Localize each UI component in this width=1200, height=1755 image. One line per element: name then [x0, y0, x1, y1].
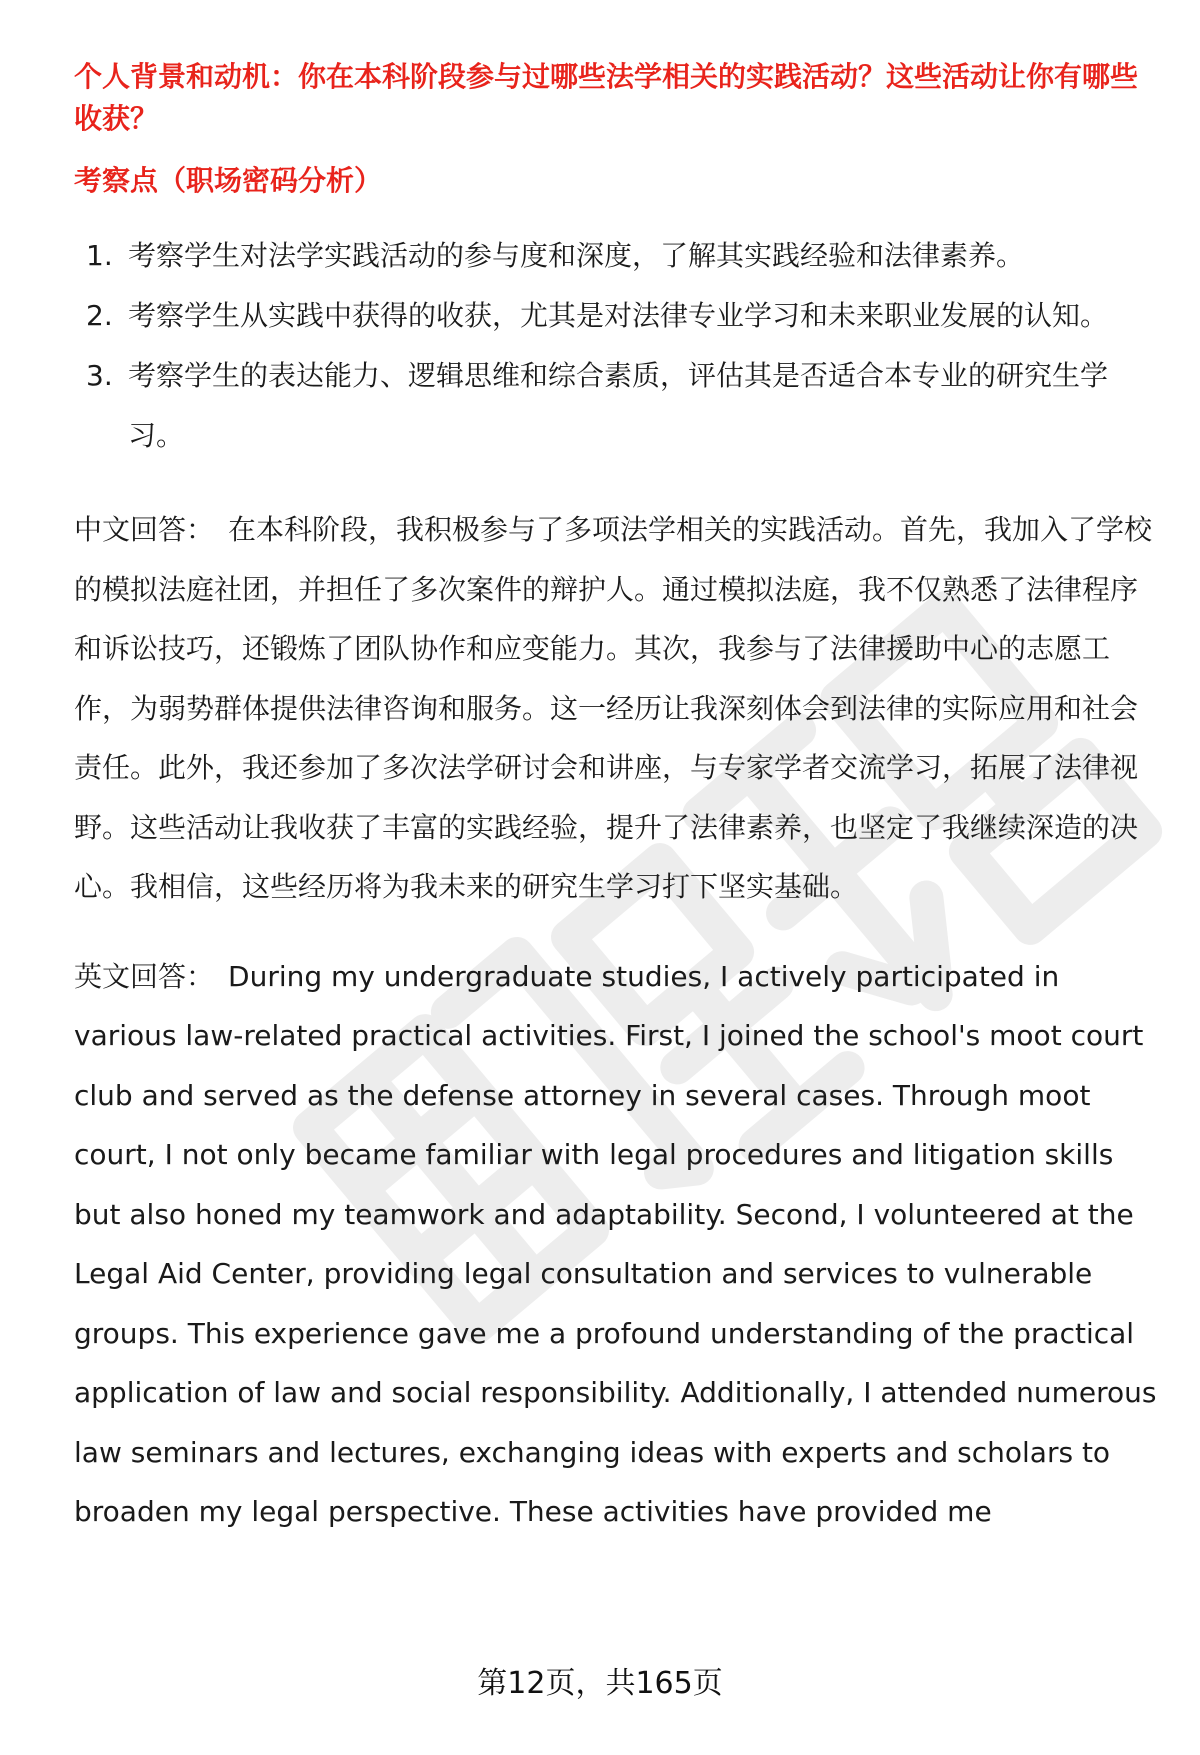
list-item — [74, 286, 1160, 346]
list-item-text: 考察学生从实践中获得的收获，尤其是对法律专业学习和未来职业发展的认知。 — [128, 299, 1109, 332]
english-answer — [74, 947, 1160, 1542]
list-item-number: 3. — [86, 359, 113, 392]
list-item — [74, 346, 1160, 466]
page-footer: 第12页，共165页 — [477, 1666, 723, 1701]
chinese-answer-label: 中文回答： — [74, 513, 215, 546]
list-item-text: 考察学生的表达能力、逻辑思维和综合素质，评估其是否适合本专业的研究生学习。 — [128, 359, 1109, 452]
assessment-points-list — [74, 226, 1160, 466]
question-title: 个人背景和动机：你在本科阶段参与过哪些法学相关的实践活动？这些活动让你有哪些收获？ — [74, 60, 1139, 135]
content-area — [74, 56, 1160, 1542]
english-answer-text: During my undergraduate studies, I actively participated in various law-related practical activities. First, I joined the school's moot court club and served as the defense attorney in several cases. Through moot court, I not only became familiar with legal procedures and litigation skills but also honed my teamwork and adaptability. Second, I volunteered at the Legal Aid Center, providing legal consultation and services to vulnerable groups. This experience gave me a profound understanding of the practical application of law and social responsibility. Additionally, I attended numerous law seminars and lectures, exchanging ideas with experts and scholars to broaden my legal perspective. These activities have provided me — [74, 959, 1157, 1528]
list-item-text: 考察学生对法学实践活动的参与度和深度，了解其实践经验和法律素养。 — [128, 239, 1025, 272]
chinese-answer-text: 在本科阶段，我积极参与了多项法学相关的实践活动。首先，我加入了学校的模拟法庭社团，并担任了多次案件的辩护人。通过模拟法庭，我不仅熟悉了法律程序和诉讼技巧，还锻炼了团队协作和应变能力。其次，我参与了法律援助中心的志愿工作，为弱势群体提供法律咨询和服务。这一经历让我深刻体会到法律的实际应用和社会责任。此外，我还参加了多次法学研讨会和讲座，与专家学者交流学习，拓展了法律视野。这些活动让我收获了丰富的实践经验，提升了法律素养，也坚定了我继续深造的决心。我相信，这些经历将为我未来的研究生学习打下坚实基础。 — [74, 513, 1153, 903]
list-item-number: 2. — [86, 299, 113, 332]
list-item — [74, 226, 1160, 286]
list-item-number: 1. — [86, 239, 113, 272]
chinese-answer — [74, 500, 1160, 917]
english-answer-label: 英文回答： — [74, 959, 215, 993]
analysis-heading: 考察点（职场密码分析） — [74, 164, 383, 197]
